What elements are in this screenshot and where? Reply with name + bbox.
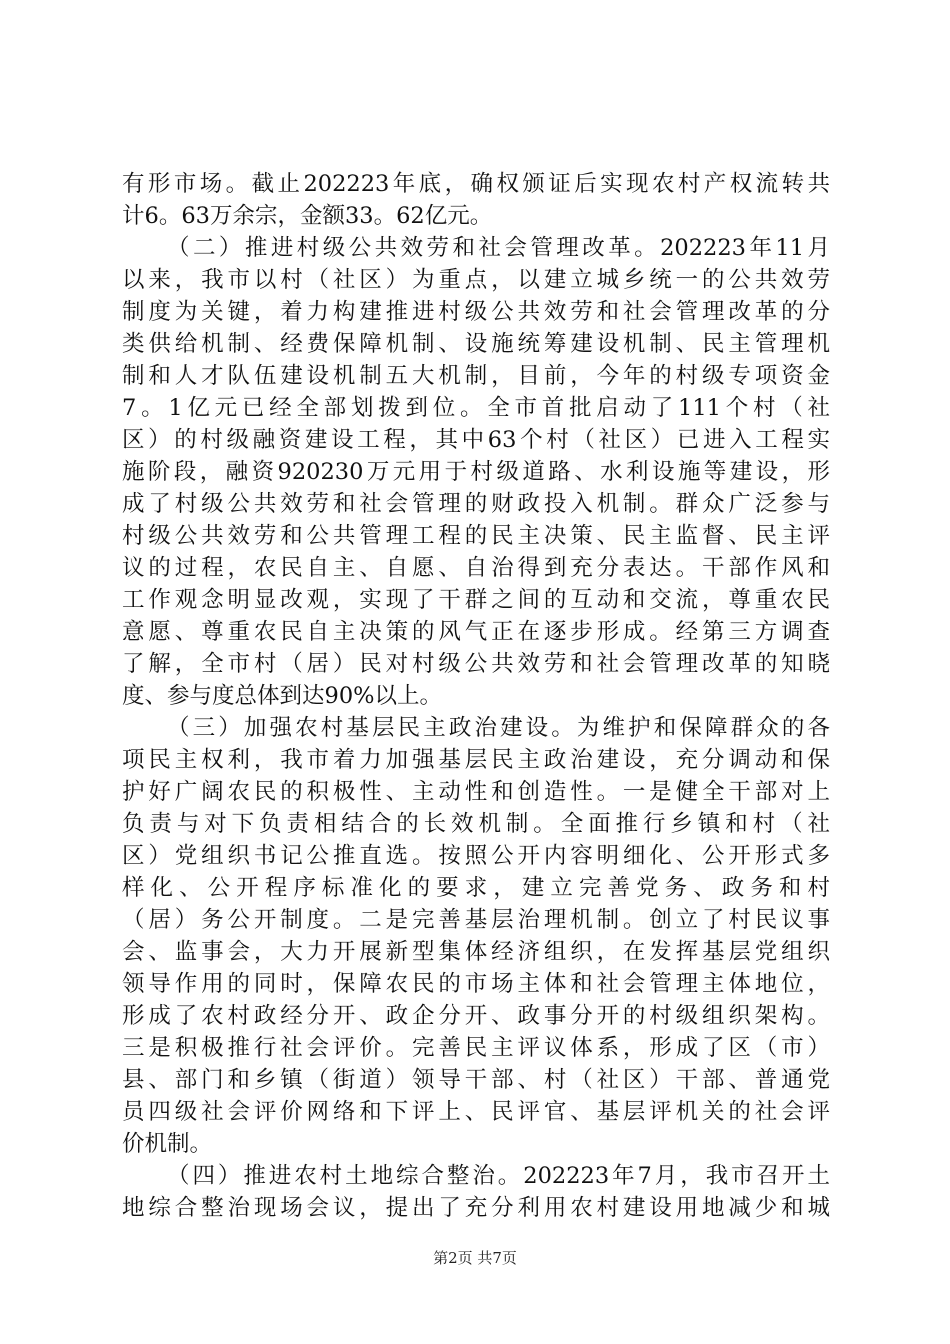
text-line: 计6。63万余宗，金额33。62亿元。 xyxy=(122,203,493,229)
text-line: 负责与对下负责相结合的长效机制。全面推行乡镇和村（社 xyxy=(122,811,830,837)
text-line: 样化、公开程序标准化的要求，建立完善党务、政务和村 xyxy=(122,875,830,901)
text-line: 成了村级公共效劳和社会管理的财政投入机制。群众广泛参与 xyxy=(122,491,830,517)
text-line: 三是积极推行社会评价。完善民主评议体系，形成了区（市） xyxy=(122,1035,830,1061)
document-body xyxy=(122,168,830,1224)
text-line: 形成了农村政经分开、政企分开、政事分开的村级组织架构。 xyxy=(122,1003,830,1029)
text-line: （四）推进农村土地综合整治。202223年7月，我市召开土 xyxy=(167,1163,830,1189)
text-line: （三）加强农村基层民主政治建设。为维护和保障群众的各 xyxy=(167,715,830,741)
text-line: 施阶段，融资920230万元用于村级道路、水利设施等建设，形 xyxy=(122,459,830,485)
text-line: （二）推进村级公共效劳和社会管理改革。202223年11月 xyxy=(167,235,830,261)
text-line: 价机制。 xyxy=(122,1131,213,1157)
text-line: 区）的村级融资建设工程，其中63个村（社区）已进入工程实 xyxy=(122,427,830,453)
text-line: 意愿、尊重农民自主决策的风气正在逐步形成。经第三方调查 xyxy=(122,619,830,645)
text-line: 县、部门和乡镇（街道）领导干部、村（社区）干部、普通党 xyxy=(122,1067,830,1093)
text-line: 村级公共效劳和公共管理工程的民主决策、民主监督、民主评 xyxy=(122,523,830,549)
text-line: 7。1亿元已经全部划拨到位。全市首批启动了111个村（社 xyxy=(122,395,830,421)
text-line: （居）务公开制度。二是完善基层治理机制。创立了村民议事 xyxy=(122,907,830,933)
text-line: 以来，我市以村（社区）为重点，以建立城乡统一的公共效劳 xyxy=(122,267,830,293)
text-line: 项民主权利，我市着力加强基层民主政治建设，充分调动和保 xyxy=(122,747,830,773)
text-line: 护好广阔农民的积极性、主动性和创造性。一是健全干部对上 xyxy=(122,779,830,805)
page-footer: 第2页 共7页 xyxy=(433,1249,517,1267)
text-line: 制和人才队伍建设机制五大机制，目前，今年的村级专项资金 xyxy=(122,363,830,389)
text-line: 工作观念明显改观，实现了干群之间的互动和交流，尊重农民 xyxy=(122,587,830,613)
text-line: 度、参与度总体到达90%以上。 xyxy=(122,683,443,709)
text-line: 员四级社会评价网络和下评上、民评官、基层评机关的社会评 xyxy=(122,1099,830,1125)
text-line: 了解，全市村（居）民对村级公共效劳和社会管理改革的知晓 xyxy=(122,651,830,677)
text-line: 会、监事会，大力开展新型集体经济组织，在发挥基层党组织 xyxy=(122,939,830,965)
text-line: 类供给机制、经费保障机制、设施统筹建设机制、民主管理机 xyxy=(122,331,830,357)
text-line: 地综合整治现场会议，提出了充分利用农村建设用地减少和城 xyxy=(122,1195,830,1221)
text-line: 有形市场。截止202223年底，确权颁证后实现农村产权流转共 xyxy=(122,171,830,197)
text-line: 议的过程，农民自主、自愿、自治得到充分表达。干部作风和 xyxy=(122,555,830,581)
text-line: 领导作用的同时，保障农民的市场主体和社会管理主体地位， xyxy=(122,971,830,997)
text-line: 区）党组织书记公推直选。按照公开内容明细化、公开形式多 xyxy=(122,843,830,869)
text-line: 制度为关键，着力构建推进村级公共效劳和社会管理改革的分 xyxy=(122,299,830,325)
